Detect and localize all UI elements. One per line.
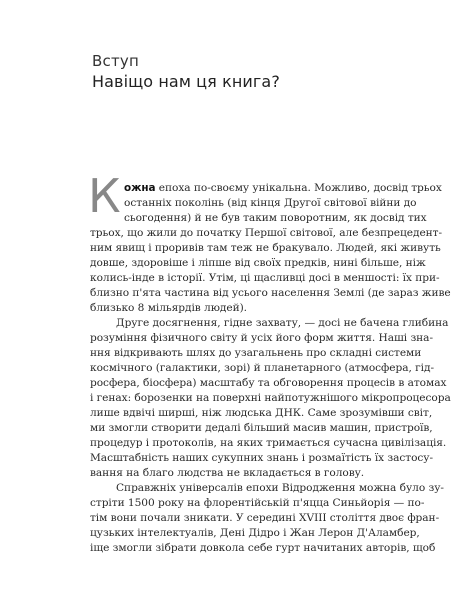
paragraph-3-line-3: тім вони почали зникати. У середині XVIII століття двоє фран- <box>90 512 440 524</box>
first-word: ожна <box>124 182 156 194</box>
dropcap-letter: К <box>88 169 121 223</box>
paragraph-3-line-5: іще змогли зібрати довкола себе гурт начитаних авторів, щоб <box>90 542 436 554</box>
paragraph-1-line-8: близно п'ята частина від усього населення Землі (де зараз живе <box>90 287 451 299</box>
paragraph-1-line-3: сьогодення) й не був таким поворотним, як досвід тих <box>124 212 427 224</box>
paragraph-2-line-9: процедур і протоколів, на яких тримається сучасна цивілізація. <box>90 437 447 449</box>
paragraph-2-line-10: Масштабність наших сукупних знань і розмаїтість їх застосу- <box>90 452 434 464</box>
paragraph-3-line-2: стріти 1500 року на флорентійській п'яцца Синьйорія — по- <box>90 497 425 509</box>
chapter-kicker: Вступ <box>92 52 139 70</box>
paragraph-3-line-4: цузьких інтелектуалів, Дені Дідро і Жан Лерон Д'Аламбер, <box>90 527 420 539</box>
paragraph-2-line-6: і генах: борозенки на поверхні найпотужнішого мікропроцесора <box>90 392 451 404</box>
paragraph-2-line-4: космічного (галактики, зорі) й планетарного (атмосфера, гід- <box>90 362 434 374</box>
paragraph-2-line-11: вання на благо людства не вкладається в голову. <box>90 467 365 479</box>
paragraph-2-line-2: розуміння фізичного світу й усіх його форм життя. Наші зна- <box>90 332 433 344</box>
paragraph-2-line-8: ми змогли створити дедалі більший масив машин, пристроїв, <box>90 422 433 434</box>
paragraph-2-line-7: лише вдвічі ширші, ніж людська ДНК. Саме зрозумівши світ, <box>90 407 433 419</box>
paragraph-1-line-5: ним явищ і проривів там теж не бракувало. Людей, які живуть <box>90 242 441 254</box>
paragraph-1-line-9: близько 8 мільярдів людей). <box>90 302 247 314</box>
paragraph-2-line-3: ння відкривають шлях до узагальнень про складні системи <box>90 347 422 359</box>
paragraph-1-line-7: колись-інде в історії. Утім, ці щасливці досі в меншості: їх при- <box>90 272 440 284</box>
paragraph-2-line-1: Друге досягнення, гідне захвату, — досі не бачена глибина <box>116 317 449 329</box>
paragraph-2-line-5: росфера, біосфера) масштабу та обговорення процесів в атомах <box>90 377 447 389</box>
paragraph-1-line-2: останніх поколінь (від кінця Другої світової війни до <box>124 197 417 209</box>
chapter-title: Навіщо нам ця книга? <box>92 72 280 91</box>
paragraph-1-line-6: довше, здоровіше і ліпше від своїх предків, нині більше, ніж <box>90 257 426 269</box>
paragraph-1-line-4: трьох, що жили до початку Першої світової, але безпрецедент- <box>90 227 443 239</box>
paragraph-1-line-1: ожна епоха по-своєму унікальна. Можливо, досвід трьох <box>124 182 442 194</box>
paragraph-3-line-1: Справжніх універсалів епохи Відродження можна було зу- <box>116 482 444 494</box>
body-text <box>90 181 451 556</box>
